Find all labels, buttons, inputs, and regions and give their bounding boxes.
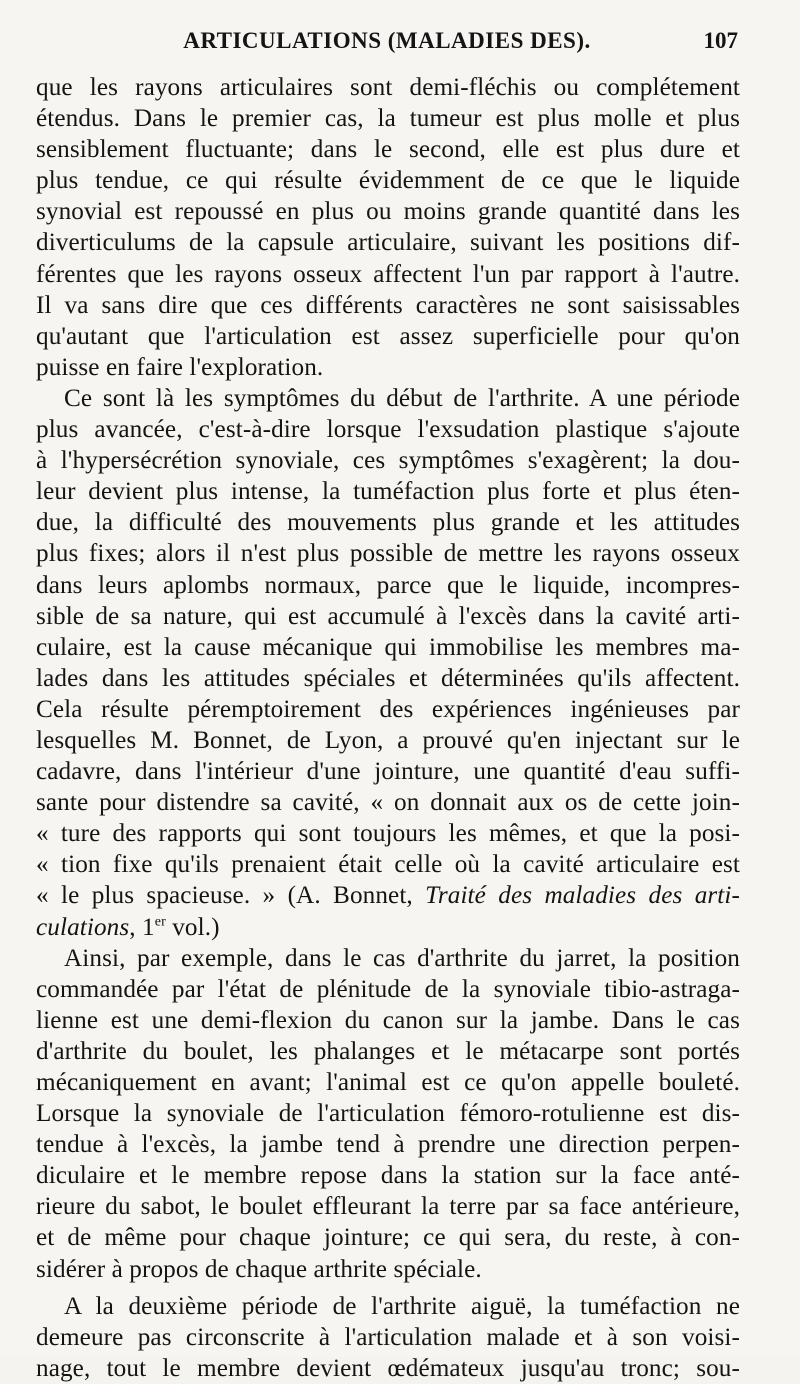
citation-after: , 1	[129, 913, 155, 941]
text-line: étendus. Dans le premier cas, la tumeur est plus molle et plus	[36, 105, 740, 133]
text-line: lades dans les attitudes spéciales et déterminées qu'ils affectent.	[36, 664, 740, 692]
body-text	[36, 72, 740, 1384]
citation-lead: « le plus spacieuse. » (A. Bonnet,	[36, 882, 426, 910]
paragraph-4	[36, 1291, 740, 1384]
text-line: tendue à l'excès, la jambe tend à prendre une direction perpen-	[36, 1131, 740, 1159]
paragraph-2	[36, 383, 740, 943]
text-line: plus tendue, ce qui résulte évidemment de ce que le liquide	[36, 167, 740, 195]
text-line: mécaniquement en avant; l'animal est ce qu'on appelle bouleté.	[36, 1069, 740, 1096]
text-line: férentes que les rayons osseux affectent l'un par rapport à l'autre.	[36, 260, 740, 288]
text-line: lesquelles M. Bonnet, de Lyon, a prouvé qu'en injectant sur le	[36, 726, 740, 754]
citation-title-end: culations	[36, 913, 130, 941]
text-line: sible de sa nature, qui est accumulé à l'excès dans la cavité arti-	[36, 602, 740, 630]
text-line: « ture des rapports qui sont toujours les mêmes, et que la posi-	[36, 820, 740, 848]
text-line: leur devient plus intense, la tuméfaction plus forte et plus éten-	[36, 478, 740, 506]
text-line: Ainsi, par exemple, dans le cas d'arthrite du jarret, la position	[64, 944, 740, 972]
page-header	[36, 28, 738, 62]
text-line: Il va sans dire que ces différents caractères ne sont saisissables	[36, 291, 740, 319]
text-line: et de même pour chaque jointure; ce qui sera, du reste, à con-	[36, 1224, 740, 1252]
text-line: plus avancée, c'est-à-dire lorsque l'exsudation plastique s'ajoute	[36, 416, 740, 444]
text-line: d'arthrite du boulet, les phalanges et le métacarpe sont portés	[36, 1037, 740, 1065]
text-line: cadavre, dans l'intérieur d'une jointure, une quantité d'eau suffi-	[36, 758, 740, 786]
text-line: lienne est une demi-flexion du canon sur la jambe. Dans le cas	[36, 1006, 740, 1034]
text-line: rieure du sabot, le boulet effleurant la terre par sa face antérieure,	[36, 1193, 740, 1221]
text-line: diculaire et le membre repose dans la station sur la face anté-	[36, 1162, 740, 1190]
citation-line	[36, 880, 740, 911]
paragraph-3	[36, 943, 740, 1285]
text-line: à l'hypersécrétion synoviale, ces symptômes s'exagèrent; la dou-	[36, 447, 740, 475]
text-line: Cela résulte péremptoirement des expériences ingénieuses par	[36, 695, 740, 723]
citation-title: Traité des maladies des arti-	[425, 882, 740, 910]
text-line: synovial est repoussé en plus ou moins grande quantité dans les	[36, 198, 740, 226]
text-line: commandée par l'état de plénitude de la synoviale tibio-astraga-	[36, 975, 740, 1003]
text-line: que les rayons articulaires sont demi-fléchis ou complétement	[36, 74, 740, 101]
text-line: Ce sont là les symptômes du début de l'arthrite. A une période	[64, 384, 740, 412]
text-line: Lorsque la synoviale de l'articulation fémoro-rotulienne est dis-	[36, 1100, 740, 1128]
text-line: sensiblement fluctuante; dans le second, elle est plus dure et	[36, 136, 740, 164]
text-line: nage, tout le membre devient œdémateux jusqu'au tronc; sou-	[36, 1354, 740, 1382]
text-line: culaire, est la cause mécanique qui immobilise les membres ma-	[36, 633, 740, 661]
text-line: sidérer à propos de chaque arthrite spéciale.	[36, 1255, 482, 1283]
text-line: qu'autant que l'articulation est assez superficielle pour qu'on	[36, 322, 740, 350]
text-line: demeure pas circonscrite à l'articulation malade et à son voisi-	[36, 1323, 740, 1351]
text-line: dans leurs aplombs normaux, parce que le liquide, incompres-	[36, 571, 740, 599]
text-line: due, la difficulté des mouvements plus grande et les attitudes	[36, 509, 740, 537]
citation-line	[36, 912, 740, 943]
text-line: sante pour distendre sa cavité, « on donnait aux os de cette join-	[36, 789, 740, 817]
citation-superscript: er	[154, 914, 166, 930]
page-number: 107	[703, 28, 738, 53]
text-line: plus fixes; alors il n'est plus possible de mettre les rayons osseux	[36, 540, 740, 568]
text-line: « tion fixe qu'ils prenaient était celle où la cavité articulaire est	[36, 851, 740, 879]
running-title: ARTICULATIONS (MALADIES DES).	[183, 28, 591, 53]
text-line: puisse en faire l'exploration.	[36, 353, 324, 381]
citation-end: vol.)	[165, 913, 220, 941]
paragraph-1	[36, 72, 740, 383]
text-line: diverticulums de la capsule articulaire, suivant les positions dif-	[36, 229, 740, 257]
text-line: A la deuxième période de l'arthrite aiguë, la tuméfaction ne	[64, 1292, 740, 1320]
